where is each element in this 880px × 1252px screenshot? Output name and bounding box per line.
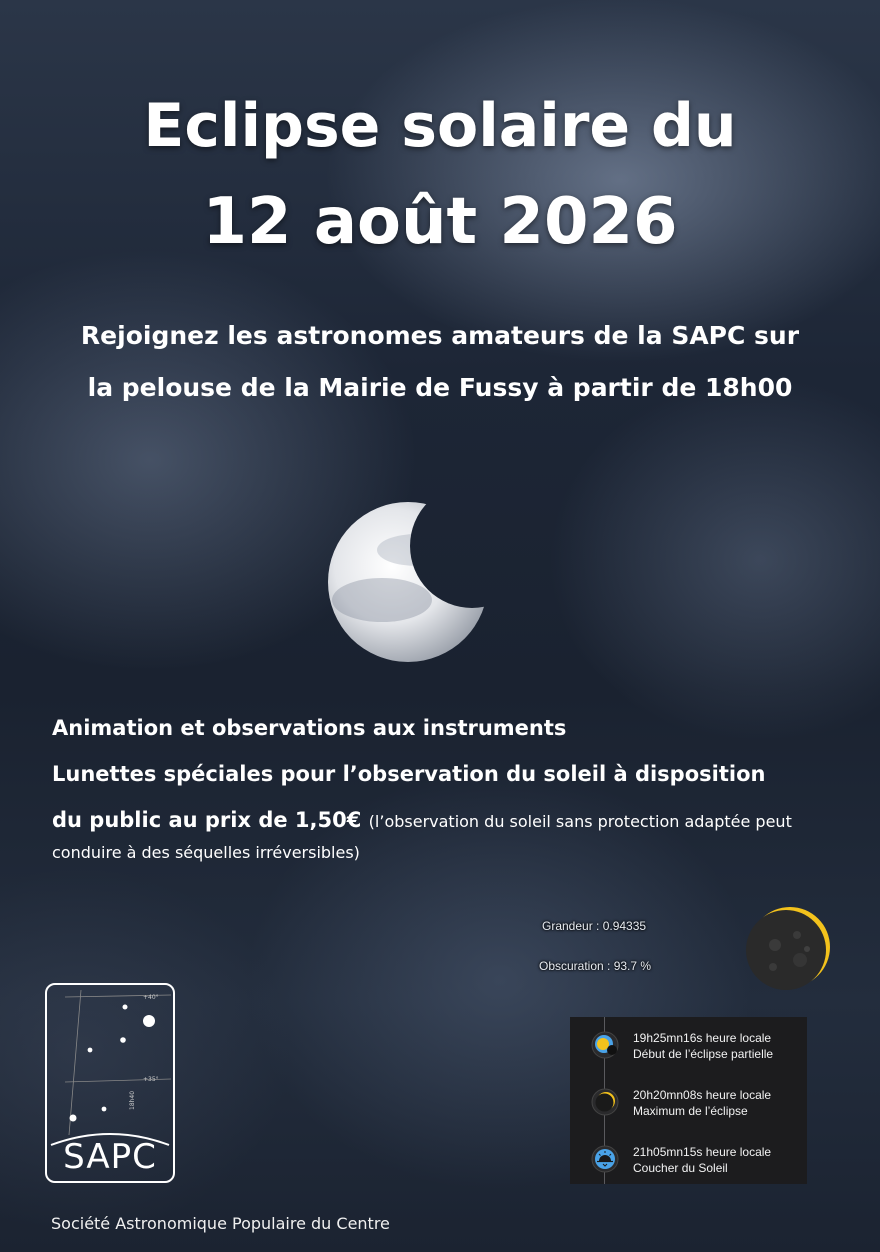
timeline-item-start: [570, 1024, 807, 1064]
info-line-price: [52, 797, 842, 845]
timeline-sunset-time: 21h05mn15s heure locale: [633, 1145, 772, 1159]
subtitle-line-2: la pelouse de la Mairie de Fussy à partir de 18h00: [87, 373, 793, 402]
obscuration-value: Obscuration : 93.7 %: [539, 959, 652, 973]
logo-decl-top: +40°: [143, 994, 159, 1001]
subtitle-line-1: Rejoignez les astronomes amateurs de la SAPC sur: [80, 321, 800, 350]
timeline-maximum-time: 20h20mn08s heure locale: [633, 1088, 772, 1102]
info-warning-part1: (l’observation du soleil sans protection adaptée peut: [368, 812, 792, 831]
sapc-logo: [45, 983, 175, 1183]
logo-ra: 18h40: [129, 1090, 136, 1110]
timeline-maximum-label: Maximum de l’éclipse: [633, 1104, 748, 1118]
timeline-start-label: Début de l’éclipse partielle: [633, 1047, 774, 1061]
subtitle: [0, 310, 880, 414]
sunset-icon: [590, 1144, 620, 1174]
timeline-start-time: 19h25mn16s heure locale: [633, 1031, 772, 1045]
timeline-item-sunset: [570, 1138, 807, 1178]
grandeur-value: Grandeur : 0.94335: [542, 919, 647, 933]
footer-organization: Société Astronomique Populaire du Centre: [51, 1214, 390, 1233]
logo-decl-bottom: +35°: [143, 1076, 159, 1083]
timeline-item-maximum: [570, 1081, 807, 1121]
info-line-glasses: Lunettes spéciales pour l’observation du soleil à disposition: [52, 762, 766, 786]
info-line-activities: Animation et observations aux instruments: [52, 716, 567, 740]
info-warning-part2: conduire à des séquelles irréversibles): [52, 843, 360, 862]
title-line-2: 12 août 2026: [202, 185, 678, 259]
eclipse-photo: [322, 490, 502, 670]
info-block: [52, 705, 842, 867]
eclipse-maximum-icon: [745, 905, 831, 991]
eclipse-maximum-small-icon: [590, 1087, 620, 1117]
partial-eclipse-start-icon: [590, 1030, 620, 1060]
info-price-text: du public au prix de 1,50€: [52, 808, 362, 832]
timeline-panel: [570, 1017, 807, 1184]
timeline-sunset-label: Coucher du Soleil: [633, 1161, 728, 1175]
title-line-1: Eclipse solaire du: [143, 91, 737, 161]
logo-text: SAPC: [63, 1137, 157, 1177]
poster-title: [0, 78, 880, 270]
